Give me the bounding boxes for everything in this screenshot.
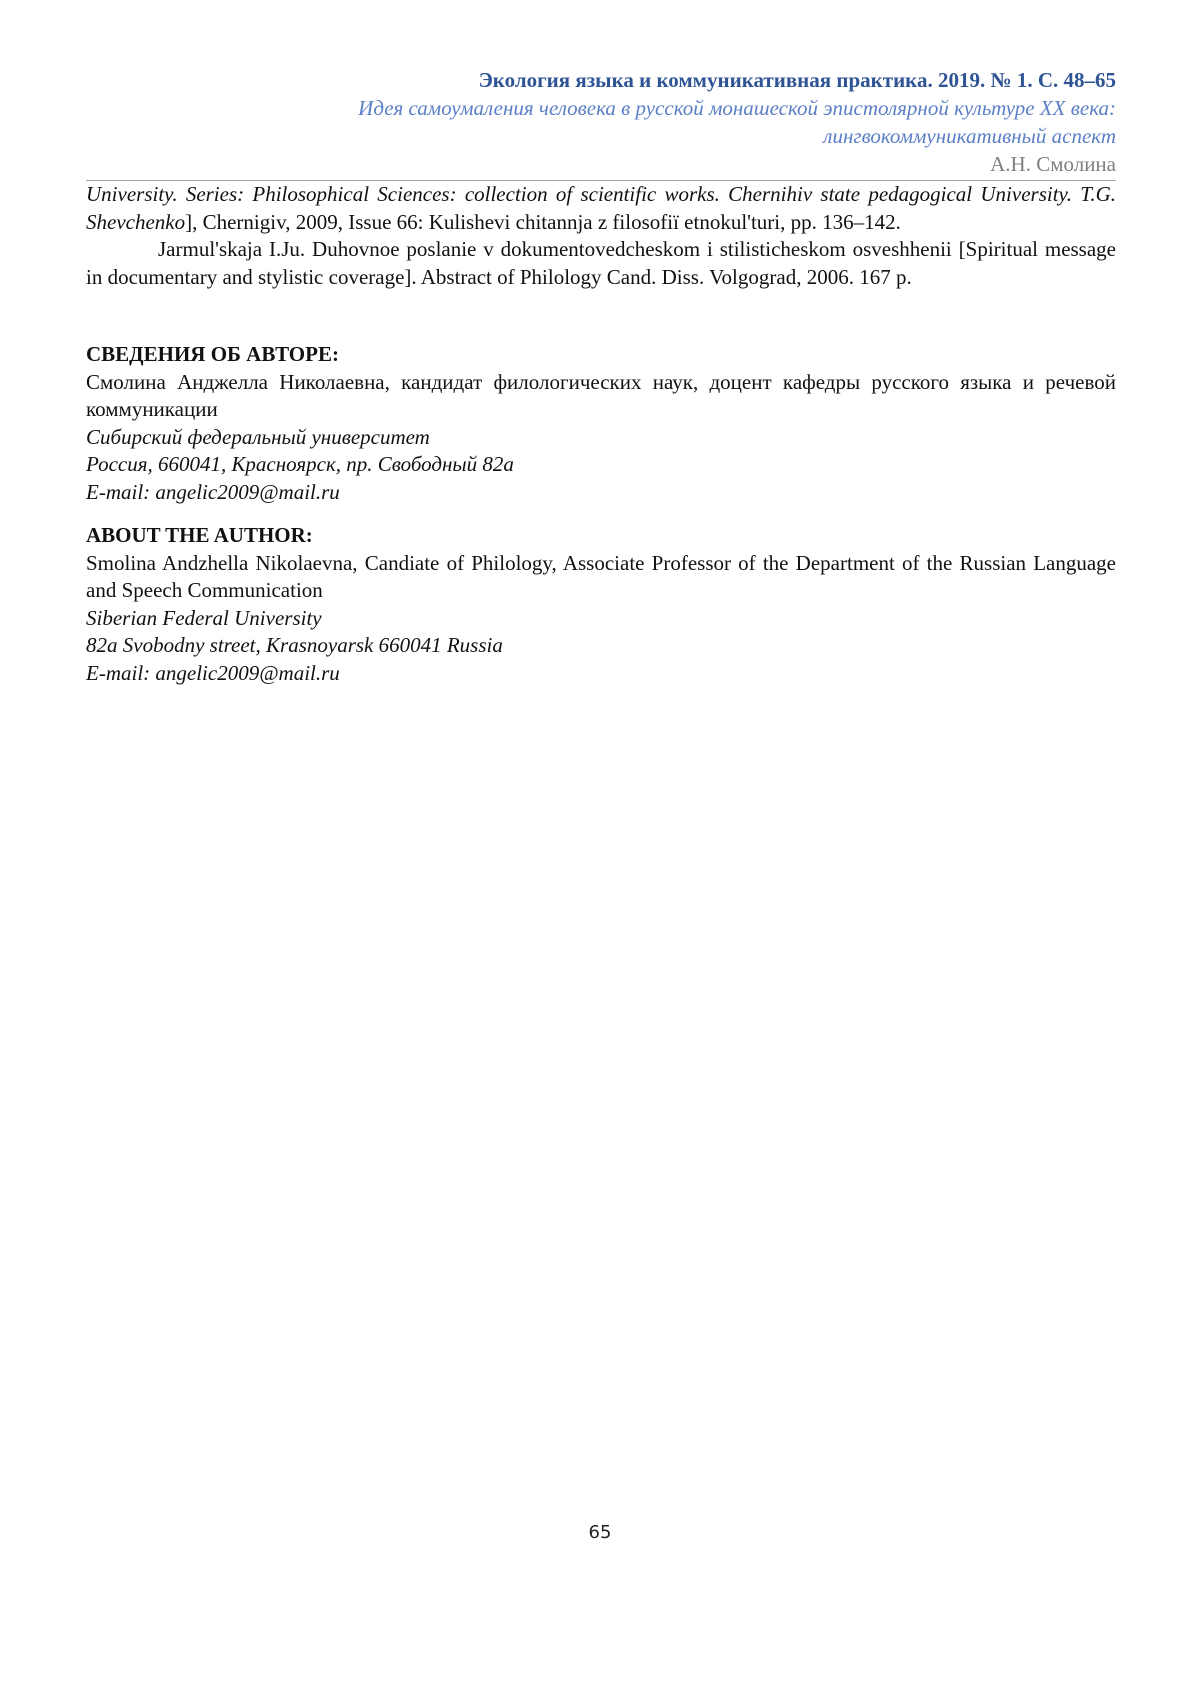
reference-entry: Jarmul'skaja I.Ju. Duhovnoe poslanie v dokumentovedcheskom i stilisticheskom osveshhenii [Spiritual message in documentary and stylistic coverage]. Abstract of Philology Cand. Diss. Volgograd, 2006. 167 p. [86,237,1116,289]
header-author: А.Н. Смолина [990,152,1116,176]
document-page [86,66,1116,687]
references-continued [86,181,1116,291]
page-number: 65 [588,1522,612,1543]
author-university: Сибирский федеральный университет [86,424,430,449]
author-info-en-heading: ABOUT THE AUTHOR: [86,523,313,547]
reference-rest: ], Chernigiv, 2009, Issue 66: Kulishevi chitannja z filosofiї etnokul'turi, pp. 136–142. [185,209,901,234]
author-email: E-mail: angelic2009@mail.ru [86,660,340,685]
author-address: 82a Svobodny street, Krasnoyarsk 660041 Russia [86,633,503,657]
author-name-position: Smolina Andzhella Nikolaevna, Candiate of Philology, Associate Professor of the Department of the Russian Language and Speech Communication [86,550,1116,602]
article-title-line-1: Идея самоумаления человека в русской монашеской эпистолярной культуре XX века: [358,96,1116,120]
article-title-line-2: лингвокоммуникативный аспект [823,124,1116,148]
author-address: Россия, 660041, Красноярск, пр. Свободный 82а [86,452,514,476]
author-name-position: Смолина Анджелла Николаевна, кандидат филологических наук, доцент кафедры русского языка и речевой коммуникации [86,369,1116,421]
author-info-ru [86,341,1116,506]
journal-citation: Экология языка и коммуникативная практика. 2019. № 1. С. 48–65 [478,68,1116,92]
author-info-en [86,522,1116,687]
running-header [86,66,1116,178]
author-university: Siberian Federal University [86,605,322,630]
reference-italic-part: University. Series: Philosophical Sciences: collection of scientific works. Chernihiv state pedagogical University. T.G. Shevchenko [86,182,1116,234]
author-info-ru-heading: СВЕДЕНИЯ ОБ АВТОРЕ: [86,342,339,366]
author-email: E-mail: angelic2009@mail.ru [86,479,340,504]
reference-entry [86,181,1116,236]
